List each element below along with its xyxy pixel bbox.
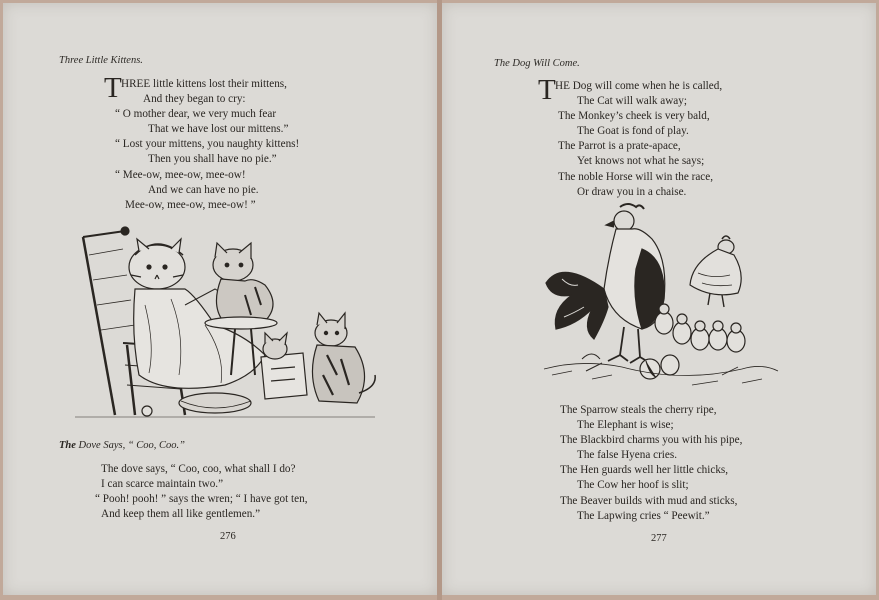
kittens-poem-line: “ O mother dear, we very much fear [115,108,277,121]
second-stanza-line: The Sparrow steals the cherry ripe, [560,404,717,416]
left-running-title: Three Little Kittens. [59,55,143,66]
second-stanza-line: The Elephant is wise; [577,419,674,432]
second-stanza-line: The false Hyena cries. [577,449,678,462]
dog-poem-line: Or draw you in a chaise. [577,185,687,198]
dove-poem-line: I can scarce maintain two.” [101,478,224,491]
dog-first-line: HE Dog will come when he is called, [555,80,723,92]
kittens-poem-line: And we can have no pie. [148,183,259,196]
dove-poem-line: “ Pooh! pooh! ” says the wren; “ I have got ten, [95,493,308,506]
kittens-illustration [75,225,385,421]
kittens-poem-line: And they began to cry: [143,93,246,106]
dog-poem-line: The Parrot is a prate-apace, [558,140,681,153]
dog-poem-line: The Monkey’s cheek is very bald, [558,110,710,123]
dove-section-title [59,440,185,451]
dog-poem [538,74,723,200]
second-stanza-line: The Cow her hoof is slit; [577,479,689,492]
kittens-poem-line: “ Mee-ow, mee-ow, mee-ow! [115,168,246,181]
dove-title-the: The [59,440,76,451]
left-page-number: 276 [220,531,236,542]
dove-title-rest: Dove Says, “ Coo, Coo.” [78,440,186,451]
right-page-number: 277 [651,533,667,544]
second-stanza [560,403,742,524]
second-stanza-line: The Blackbird charms you with his pipe, [560,434,743,447]
second-stanza-line: The Beaver builds with mud and sticks, [560,494,738,507]
second-stanza-line: The Lapwing cries “ Peewit.” [577,509,710,522]
kittens-poem-line: That we have lost our mittens.” [148,123,289,136]
dog-poem-line: Yet knows not what he says; [577,155,705,168]
dove-poem-line: And keep them all like gentlemen.” [101,508,261,521]
second-stanza-line: The Hen guards well her little chicks, [560,464,729,477]
kittens-first-line: HREE little kittens lost their mittens, [121,78,287,90]
dog-poem-line: The noble Horse will win the race, [558,170,714,183]
kittens-dropcap: T [104,72,122,104]
dog-dropcap: T [538,74,556,106]
dog-poem-line: The Cat will walk away; [577,95,687,108]
kittens-poem-line: “ Lost your mittens, you naughty kittens! [115,138,300,151]
kittens-poem-line: Then you shall have no pie.” [148,153,277,166]
dove-poem [95,462,308,522]
right-page [442,3,876,595]
right-running-title: The Dog Will Come. [494,58,580,69]
dog-poem-line: The Goat is fond of play. [577,125,689,138]
kittens-poem-line: Mee-ow, mee-ow, mee-ow! ” [125,198,256,211]
left-page [3,3,437,595]
kittens-poem [104,72,300,213]
dove-poem-line: The dove says, “ Coo, coo, what shall I do? [101,463,296,475]
rooster-hen-chicks-illustration [542,199,782,397]
